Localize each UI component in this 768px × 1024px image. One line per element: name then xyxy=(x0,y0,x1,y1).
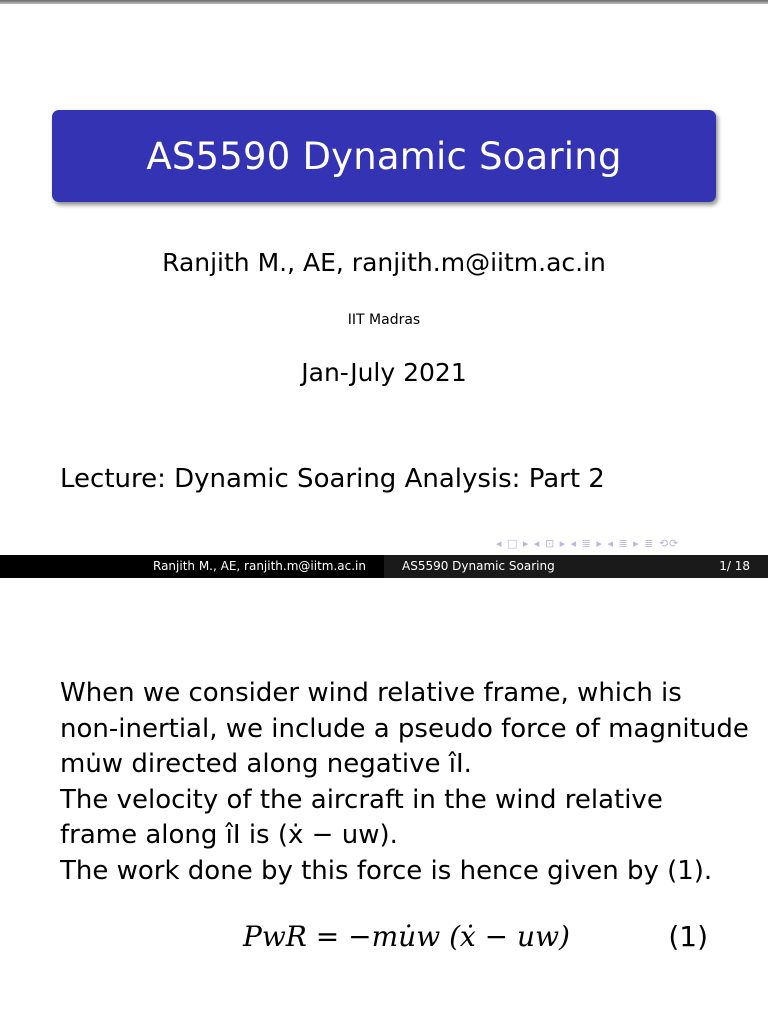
body-line-6: The work done by this force is hence given by (1). xyxy=(60,855,713,886)
presentation-title: AS5590 Dynamic Soaring xyxy=(146,134,622,178)
footer-page-number: 1/ 18 xyxy=(719,559,750,573)
date-line: Jan-July 2021 xyxy=(301,358,467,387)
body-line-2: non-inertial, we include a pseudo force of magnitude xyxy=(60,713,749,744)
equation-body: PwR = −mu̇w (ẋ − uw) xyxy=(243,920,570,953)
title-banner xyxy=(52,110,716,202)
body-line-3: mu̇w directed along negative îI. xyxy=(60,749,472,779)
body-line-4: The velocity of the aircraft in the wind relative xyxy=(60,784,663,815)
lecture-line: Lecture: Dynamic Soaring Analysis: Part 2 xyxy=(60,464,605,494)
footer-course: AS5590 Dynamic Soaring xyxy=(402,559,555,573)
body-line-1: When we consider wind relative frame, which is xyxy=(60,678,682,708)
slide-footer xyxy=(0,555,768,578)
body-line-5: frame along îI is (ẋ − uw). xyxy=(60,820,398,850)
footer-author: Ranjith M., AE, ranjith.m@iitm.ac.in xyxy=(153,559,366,573)
equation-number: (1) xyxy=(668,920,708,953)
footer-author-cell xyxy=(0,555,384,578)
beamer-navigation-icons[interactable]: ◂ □ ▸ ◂ ⊡ ▸ ◂ ≣ ▸ ◂ ≣ ▸ ≣ ⟲⟳ xyxy=(496,537,680,550)
title-slide xyxy=(0,4,768,578)
footer-course-cell xyxy=(384,555,768,578)
equation-block xyxy=(0,920,768,960)
body-paragraph xyxy=(60,676,749,889)
institute-line: IIT Madras xyxy=(347,312,421,328)
author-line: Ranjith M., AE, ranjith.m@iitm.ac.in xyxy=(162,248,606,277)
content-slide xyxy=(0,586,768,1024)
